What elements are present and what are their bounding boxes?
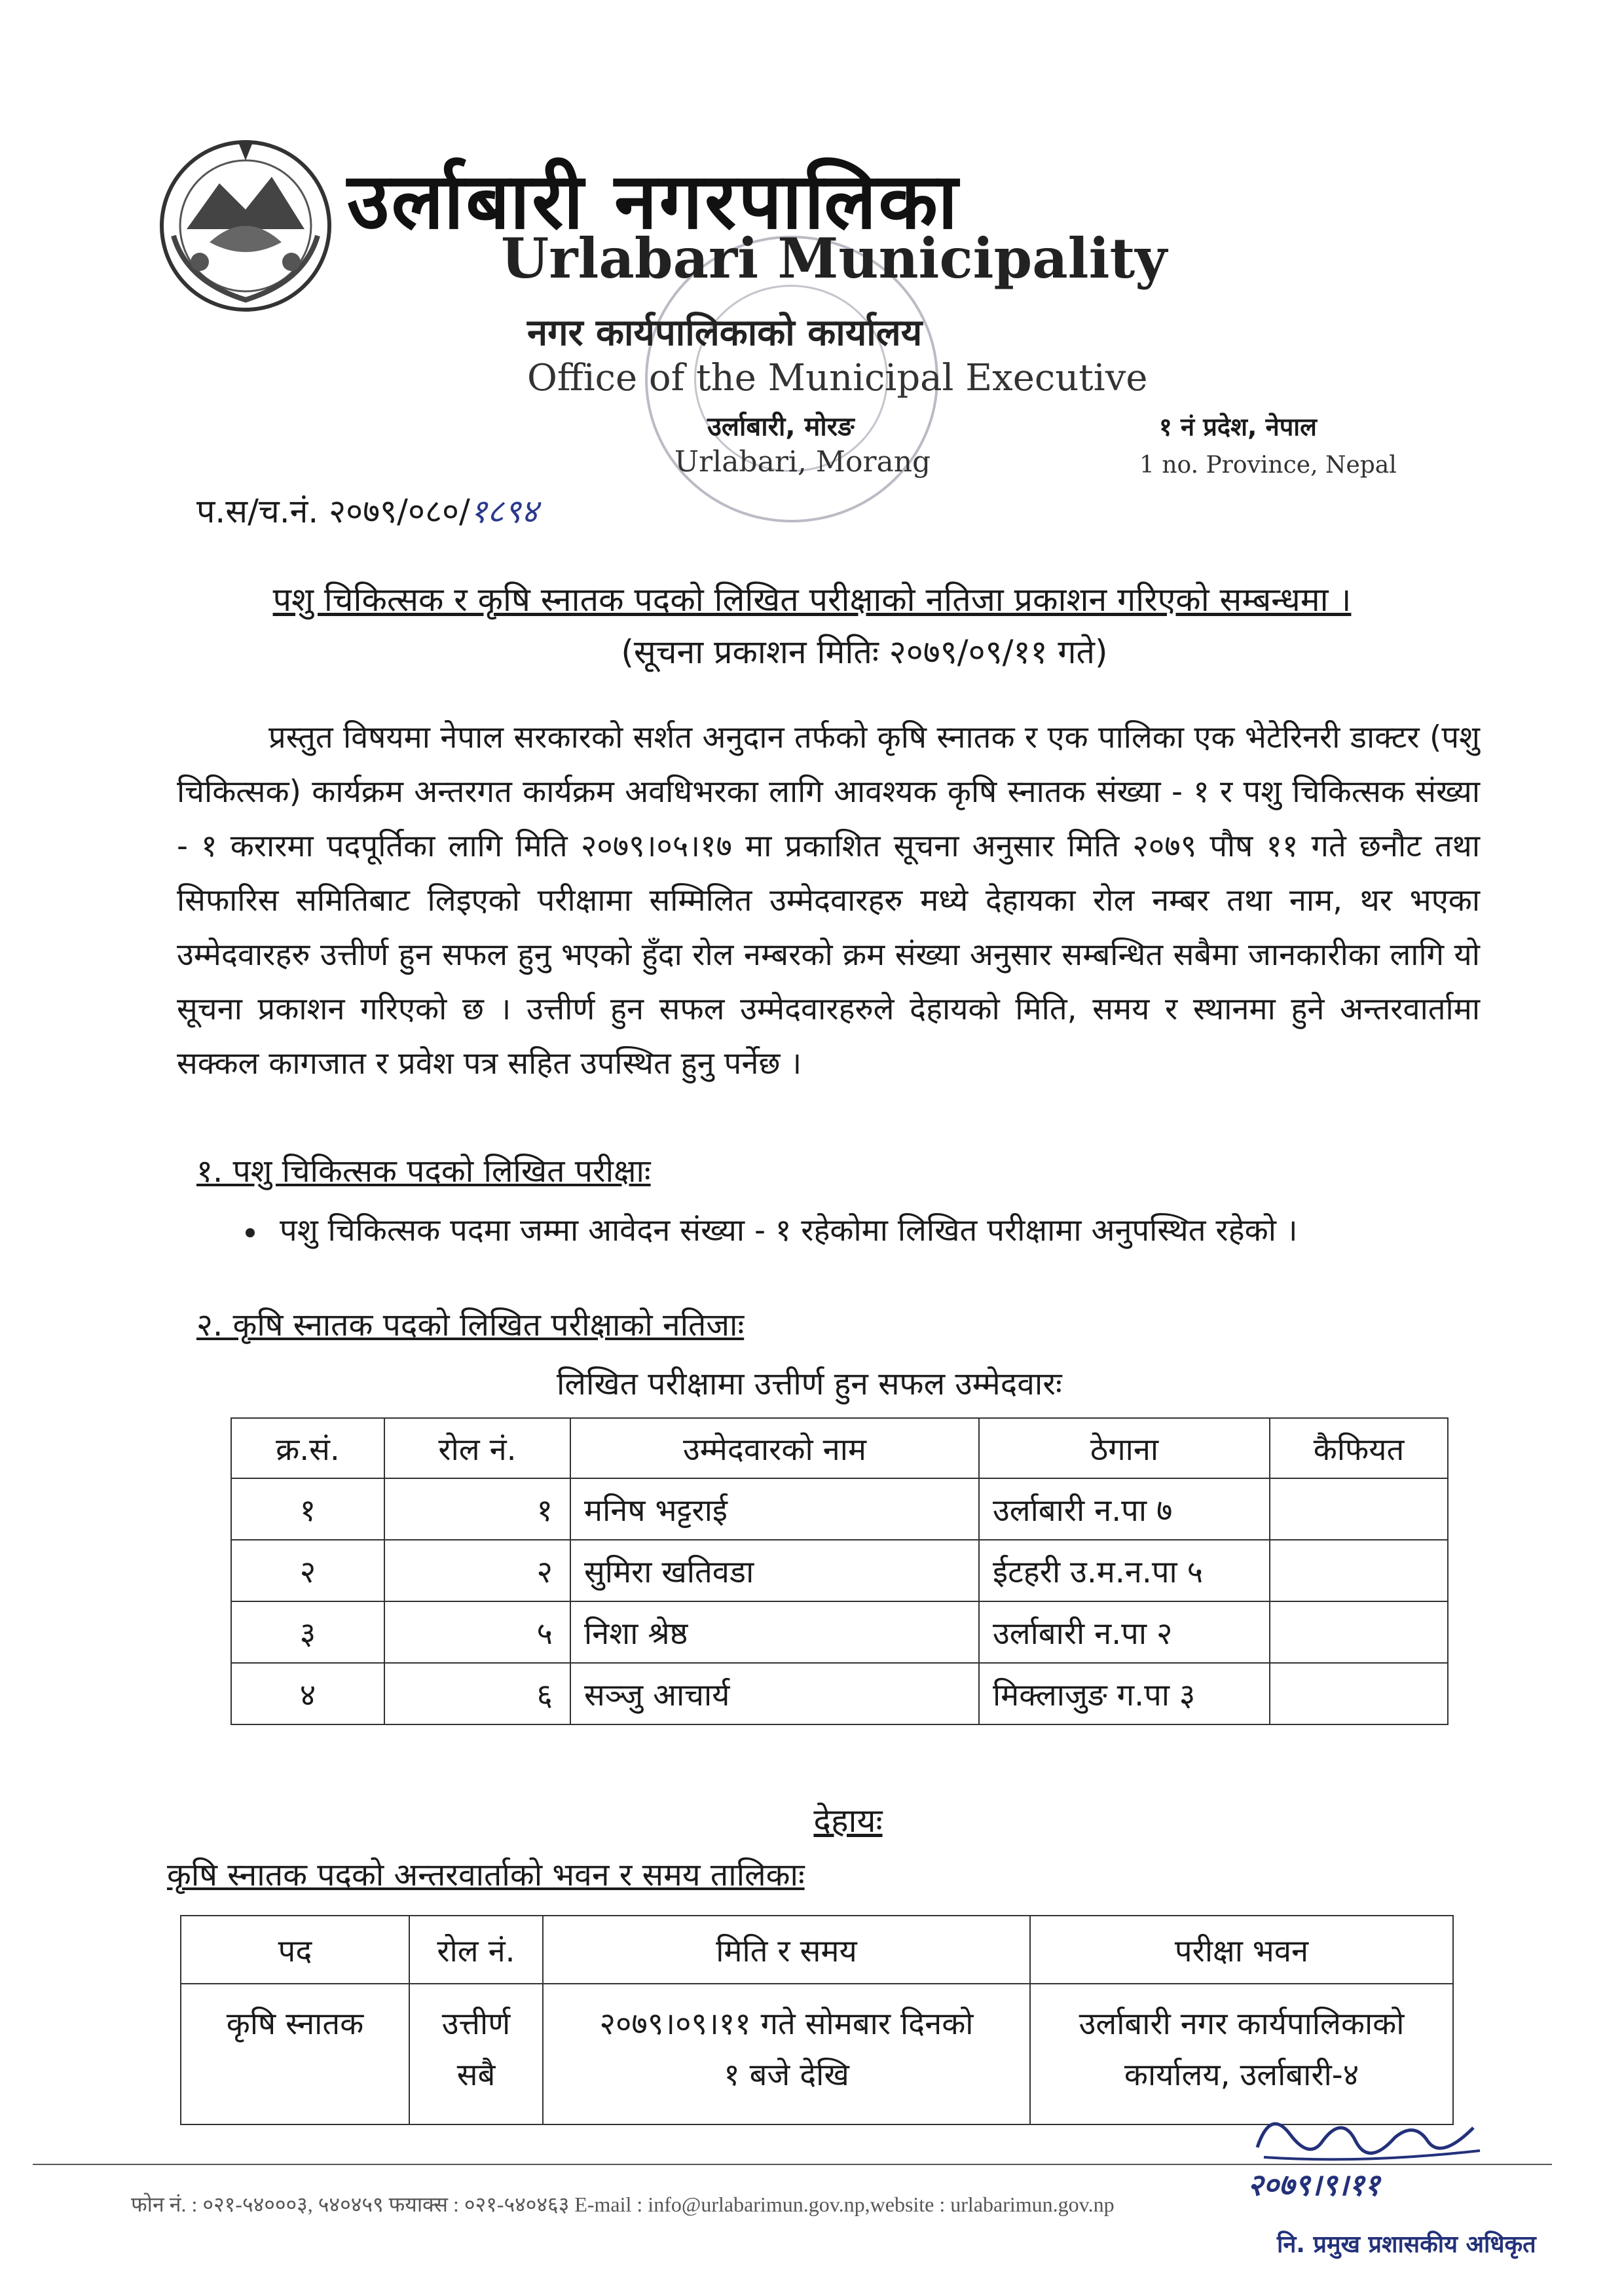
- cell-name: मनिष भट्टराई: [570, 1478, 979, 1540]
- signature-date: २०७९।९।११: [1247, 2167, 1380, 2202]
- cell-venue-line1: उर्लाबारी नगर कार्यपालिकाको: [1079, 2006, 1405, 2042]
- col-roll-header: रोल नं.: [409, 1916, 543, 1984]
- cell-roll: २: [384, 1540, 570, 1601]
- cell-sn: ३: [231, 1601, 384, 1663]
- section1-heading: १. पशु चिकित्सक पदको लिखित परीक्षाः: [196, 1153, 651, 1190]
- col-datetime-header: मिति र समय: [543, 1916, 1030, 1984]
- reference-label: प.स/च.नं. २०७९/०८०/: [196, 492, 470, 530]
- body-paragraph: प्रस्तुत विषयमा नेपाल सरकारको सर्शत अनुदान तर्फको कृषि स्नातक र एक पालिका एक भेटेरिनरी डाक्टर (पशु चिकित्सक) कार्यक्रम अन्तरगत कार्यक्रम अवधिभरका लागि आवश्यक कृषि स्नातक संख्या - १ र पशु चिकित्सक संख्या - १ करारमा पदपूर्तिका लागि मिति २०७९।०५।१७ मा प्रकाशित सूचना अनुसार मिति २०७९ पौष ११ गते छनौट तथा सिफारिस समितिबाट लिइएको परीक्षामा सम्मिलित उम्मेदवारहरु मध्ये देहायका रोल नम्बर तथा नाम, थर भएका उम्मेदवारहरु उत्तीर्ण हुन सफल हुनु भएको हुँदा रोल नम्बरको क्रम संख्या अनुसार सम्बन्धित सबैमा जानकारीका लागि यो सूचना प्रकाशन गरिएको छ । उत्तीर्ण हुन सफल उम्मेदवारहरुले देहायको मिति, समय र स्थानमा हुने अन्तरवार्तामा सक्कल कागजात र प्रवेश पत्र सहित उपस्थित हुनु पर्नेछ ।: [177, 720, 1480, 1082]
- cell-datetime-line1: २०७९।०९।११ गते सोमबार दिनको: [599, 2006, 974, 2042]
- cell-roll: ५: [384, 1601, 570, 1663]
- cell-address: उर्लाबारी न.पा ७: [979, 1478, 1270, 1540]
- title-nepali: उर्लाबारी नगरपालिका: [347, 156, 960, 246]
- col-name-header: उम्मेदवारको नाम: [570, 1418, 979, 1478]
- subject-line: पशु चिकित्सक र कृषि स्नातक पदको लिखित परीक्षाको नतिजा प्रकाशन गरिएको सम्बन्धमा ।: [272, 581, 1352, 619]
- section1-bullet: [246, 1208, 1298, 1250]
- results-caption: लिखित परीक्षामा उत्तीर्ण हुन सफल उम्मेदवारः: [557, 1366, 1062, 1402]
- table-row: [231, 1663, 1448, 1724]
- notice-date: (सूचना प्रकाशन मितिः २०७९/०९/११ गते): [621, 633, 1108, 671]
- dehay-text: देहायः: [813, 1802, 883, 1840]
- cell-roll: १: [384, 1478, 570, 1540]
- footer-contact: फोन नं. : ०२१-५४०००३, ५४०४५९ फयाक्स : ०२१-५४०४६३ E-mail : info@urlabarimun.gov.np,website : urlabarimun.gov.np: [131, 2193, 1115, 2216]
- table-row: [231, 1478, 1448, 1540]
- office-english: Office of the Municipal Executive: [527, 357, 1148, 399]
- table-row: [231, 1540, 1448, 1601]
- cell-remarks: [1270, 1540, 1448, 1601]
- reference-number: [196, 488, 538, 532]
- schedule-table: [180, 1915, 1454, 2125]
- cell-address: मिक्लाजुङ ग.पा ३: [979, 1663, 1270, 1724]
- reference-handwritten-number: १८९४: [470, 492, 538, 530]
- cell-sn: २: [231, 1540, 384, 1601]
- cell-roll-line2: सबै: [456, 2057, 496, 2093]
- location-english: Urlabari, Morang: [674, 445, 931, 479]
- col-roll-header: रोल नं.: [384, 1418, 570, 1478]
- dehay-heading: [0, 1797, 1624, 1842]
- section2-heading: २. कृषि स्नातक पदको लिखित परीक्षाको नतिजाः: [196, 1307, 745, 1343]
- col-sn-header: क्र.सं.: [231, 1418, 384, 1478]
- cell-remarks: [1270, 1601, 1448, 1663]
- cell-venue-line2: कार्यालय, उर्लाबारी-४: [1124, 2057, 1359, 2093]
- cell-remarks: [1270, 1478, 1448, 1540]
- cell-datetime: [543, 1984, 1030, 2124]
- municipality-emblem: [147, 131, 344, 323]
- title-english: Urlabari Municipality: [501, 226, 1168, 291]
- office-nepali: नगर कार्यपालिकाको कार्यालय: [527, 312, 923, 354]
- cell-sn: ४: [231, 1663, 384, 1724]
- cell-name: सञ्जु आचार्य: [570, 1663, 979, 1724]
- cell-name: निशा श्रेष्ठ: [570, 1601, 979, 1663]
- cell-post: कृषि स्नातक: [181, 1984, 409, 2124]
- cell-address: उर्लाबारी न.पा २: [979, 1601, 1270, 1663]
- footer-divider: [33, 2164, 1552, 2165]
- table-row: [231, 1601, 1448, 1663]
- schedule-title: कृषि स्नातक पदको अन्तरवार्ताको भवन र समय तालिकाः: [167, 1857, 805, 1893]
- cell-sn: १: [231, 1478, 384, 1540]
- results-header-row: [231, 1418, 1448, 1478]
- schedule-header-row: [181, 1916, 1453, 1984]
- cell-address: ईटहरी उ.म.न.पा ५: [979, 1540, 1270, 1601]
- location-nepali: उर्लाबारी, मोरङ: [707, 412, 855, 442]
- col-post-header: पद: [181, 1916, 409, 1984]
- col-address-header: ठेगाना: [979, 1418, 1270, 1478]
- signatory-title: नि. प्रमुख प्रशासकीय अधिकृत: [1277, 2231, 1536, 2258]
- cell-remarks: [1270, 1663, 1448, 1724]
- bullet-dot-icon: [246, 1228, 255, 1237]
- cell-roll: [409, 1984, 543, 2124]
- province-english: 1 no. Province, Nepal: [1139, 452, 1397, 479]
- col-remarks-header: कैफियत: [1270, 1418, 1448, 1478]
- cell-datetime-line2: १ बजे देखि: [724, 2057, 849, 2093]
- section1-bullet-text: पशु चिकित्सक पदमा जम्मा आवेदन संख्या - १ रहेकोमा लिखित परीक्षामा अनुपस्थित रहेको ।: [280, 1212, 1298, 1248]
- col-venue-header: परीक्षा भवन: [1030, 1916, 1453, 1984]
- cell-roll-line1: उत्तीर्ण: [441, 2006, 511, 2042]
- cell-roll: ६: [384, 1663, 570, 1724]
- cell-name: सुमिरा खतिवडा: [570, 1540, 979, 1601]
- results-table: [231, 1417, 1449, 1725]
- province-nepali: १ नं प्रदेश, नेपाल: [1159, 412, 1317, 441]
